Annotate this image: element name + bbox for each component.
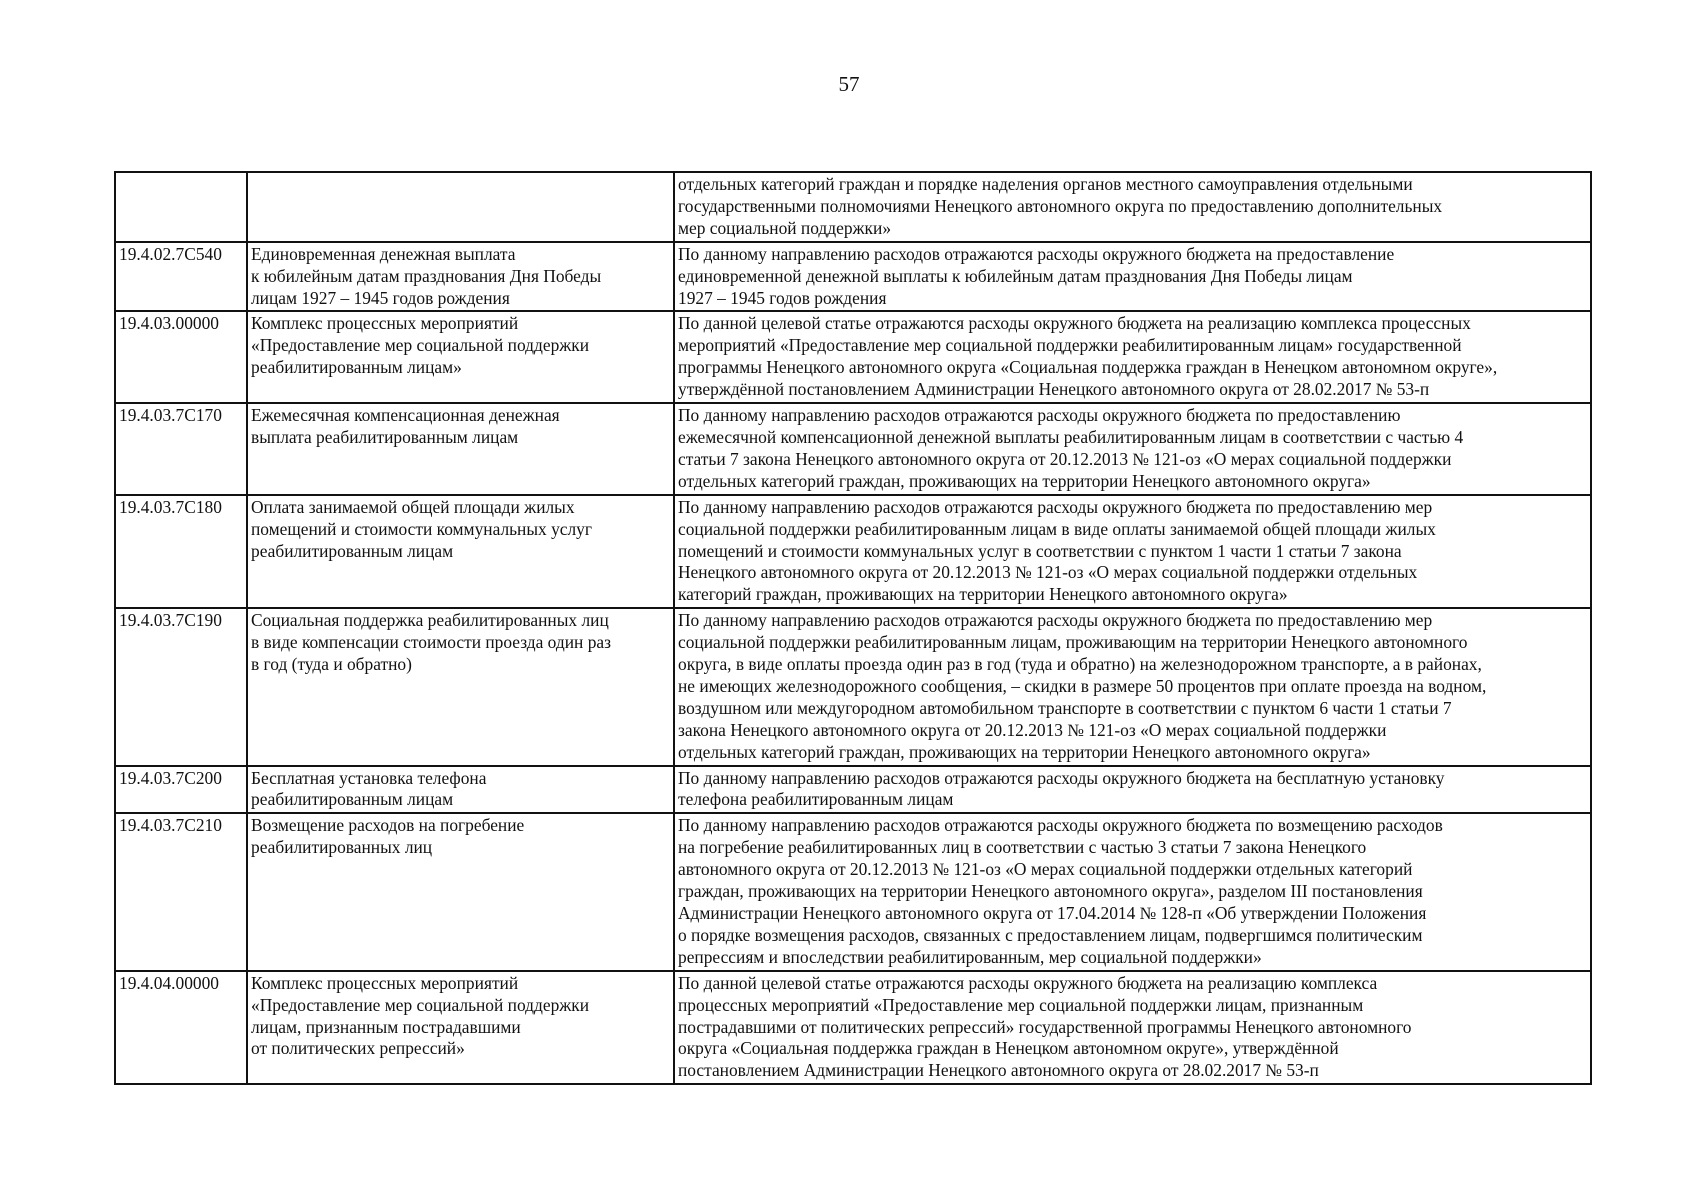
target-article-code: 19.4.03.7С170 [115,403,247,495]
table-row [115,813,1591,970]
target-article-name: Комплекс процессных мероприятий «Предоставление мер социальной поддержки реабилитированным лицам» [247,311,674,403]
target-article-description: По данному направлению расходов отражаются расходы окружного бюджета на предоставление единовременной денежной выплаты к юбилейным датам празднования Дня Победы лицам 1927 – 1945 годов рождения [674,242,1591,312]
target-article-description: По данному направлению расходов отражаются расходы окружного бюджета на бесплатную установку телефона реабилитированным лицам [674,766,1591,814]
target-article-description: отдельных категорий граждан и порядке наделения органов местного самоуправления отдельными государственными полномочиями Ненецкого автономного округа по предоставлению дополнительных мер социальной поддержки» [674,172,1591,242]
target-article-code: 19.4.03.7С190 [115,608,247,765]
target-article-code: 19.4.02.7С540 [115,242,247,312]
target-article-name: Единовременная денежная выплата к юбилейным датам празднования Дня Победы лицам 1927 – 1945 годов рождения [247,242,674,312]
table-row [115,311,1591,403]
table-row [115,766,1591,814]
target-article-name: Социальная поддержка реабилитированных лиц в виде компенсации стоимости проезда один раз в год (туда и обратно) [247,608,674,765]
target-article-name: Оплата занимаемой общей площади жилых помещений и стоимости коммунальных услуг реабилитированным лицам [247,495,674,609]
target-article-code: 19.4.03.00000 [115,311,247,403]
table-row [115,971,1591,1085]
target-article-code: 19.4.03.7С180 [115,495,247,609]
target-article-description: По данному направлению расходов отражаются расходы окружного бюджета по предоставлению мер социальной поддержки реабилитированным лицам, проживающим на территории Ненецкого автономного округа, в виде оплаты проезда один раз в год (туда и обратно) на железнодорожном транспорте, а в районах, не имеющих железнодорожного сообщения, – скидки в размере 50 процентов при оплате проезда на водном, воздушном или междугородном автомобильном транспорте в соответствии с пунктом 6 части 1 статьи 7 закона Ненецкого автономного округа от 20.12.2013 № 121-оз «О мерах социальной поддержки отдельных категорий граждан, проживающих на территории Ненецкого автономного округа» [674,608,1591,765]
target-article-description: По данной целевой статье отражаются расходы окружного бюджета на реализацию комплекса процессных мероприятий «Предоставление мер социальной поддержки реабилитированным лицам» государственной программы Ненецкого автономного округа «Социальная поддержка граждан в Ненецком автономном округе», утверждённой постановлением Администрации Ненецкого автономного округа от 28.02.2017 № 53-п [674,311,1591,403]
budget-classification-table [114,171,1592,1085]
target-article-description: По данной целевой статье отражаются расходы окружного бюджета на реализацию комплекса процессных мероприятий «Предоставление мер социальной поддержки лицам, признанным пострадавшими от политических репрессий» государственной программы Ненецкого автономного округа «Социальная поддержка граждан в Ненецком автономном округе», утверждённой постановлением Администрации Ненецкого автономного округа от 28.02.2017 № 53-п [674,971,1591,1085]
table-row [115,403,1591,495]
target-article-code: 19.4.04.00000 [115,971,247,1085]
table-row [115,495,1591,609]
target-article-name: Комплекс процессных мероприятий «Предоставление мер социальной поддержки лицам, признанным пострадавшими от политических репрессий» [247,971,674,1085]
target-article-name [247,172,674,242]
table-row [115,242,1591,312]
table-row [115,172,1591,242]
target-article-description: По данному направлению расходов отражаются расходы окружного бюджета по предоставлению мер социальной поддержки реабилитированным лицам в виде оплаты занимаемой общей площади жилых помещений и стоимости коммунальных услуг в соответствии с пунктом 1 части 1 статьи 7 закона Ненецкого автономного округа от 20.12.2013 № 121-оз «О мерах социальной поддержки отдельных категорий граждан, проживающих на территории Ненецкого автономного округа» [674,495,1591,609]
page-number: 57 [838,72,860,96]
target-article-code: 19.4.03.7С210 [115,813,247,970]
table-row [115,608,1591,765]
target-article-description: По данному направлению расходов отражаются расходы окружного бюджета по предоставлению ежемесячной компенсационной денежной выплаты реабилитированным лицам в соответствии с частью 4 статьи 7 закона Ненецкого автономного округа от 20.12.2013 № 121-оз «О мерах социальной поддержки отдельных категорий граждан, проживающих на территории Ненецкого автономного округа» [674,403,1591,495]
target-article-code: 19.4.03.7С200 [115,766,247,814]
target-article-description: По данному направлению расходов отражаются расходы окружного бюджета по возмещению расходов на погребение реабилитированных лиц в соответствии с частью 3 статьи 7 закона Ненецкого автономного округа от 20.12.2013 № 121-оз «О мерах социальной поддержки отдельных категорий граждан, проживающих на территории Ненецкого автономного округа», разделом III постановления Администрации Ненецкого автономного округа от 17.04.2014 № 128-п «Об утверждении Положения о порядке возмещения расходов, связанных с предоставлением лицам, подвергшимся политическим репрессиям и впоследствии реабилитированным, мер социальной поддержки» [674,813,1591,970]
target-article-name: Ежемесячная компенсационная денежная выплата реабилитированным лицам [247,403,674,495]
target-article-name: Возмещение расходов на погребение реабилитированных лиц [247,813,674,970]
target-article-code [115,172,247,242]
target-article-name: Бесплатная установка телефона реабилитированным лицам [247,766,674,814]
